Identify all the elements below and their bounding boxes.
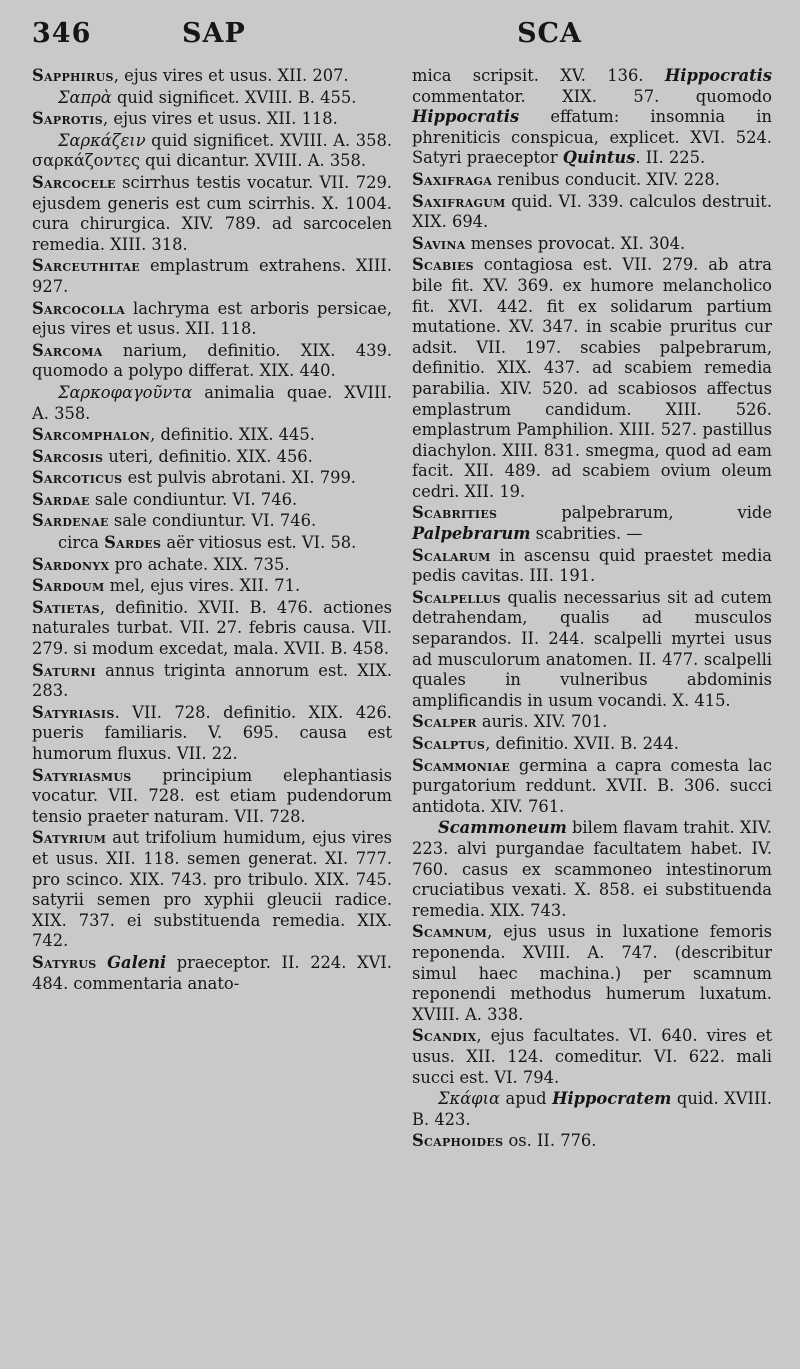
entry-greek-term: Σαρκάζειν	[58, 130, 146, 150]
entry-headword: Sarcosis	[32, 446, 104, 466]
entry-headword: Sardenae	[32, 511, 109, 531]
index-entry	[412, 712, 772, 733]
entry-text: pro achate. XIX. 735.	[109, 554, 290, 574]
entry-headword: Scammoniae	[412, 755, 511, 775]
entry-text: lachryma est arboris persicae, ejus vires et usus. XII. 118.	[32, 298, 392, 339]
entry-prefix: circa	[58, 533, 105, 553]
index-entry	[32, 598, 392, 660]
entry-text: annus triginta annorum est. XIX. 283.	[32, 660, 392, 701]
entry-italic-term: Hippocratem	[552, 1089, 672, 1109]
index-entry	[412, 734, 772, 755]
index-entry	[32, 88, 392, 109]
index-entry	[32, 383, 392, 424]
index-entry	[412, 192, 772, 233]
entry-headword: Sarcocele	[32, 172, 116, 192]
entry-text: quid significet. XVIII. A. 358. σαρκάζοντες qui dicantur. XVIII. A. 358.	[32, 130, 392, 171]
entry-text: aër vitiosus est. VI. 58.	[161, 533, 357, 553]
entry-text: germina a capra comesta lac purgatorium reddunt. XVII. B. 306. succi antidota. XIV. 761.	[412, 755, 772, 816]
entry-text: narium, definitio. XIX. 439. quomodo a polypo differat. XIX. 440.	[32, 340, 392, 381]
index-entry	[32, 109, 392, 130]
entry-text: in ascensu quid praestet media pedis cavitas. III. 191.	[412, 545, 772, 586]
entry-text: animalia quae. XVIII. A. 358.	[32, 382, 392, 423]
index-entry	[412, 1026, 772, 1088]
entry-headword: Scandix	[412, 1026, 477, 1046]
entry-headword: Sapphirus	[32, 66, 114, 85]
entry-text: scirrhus testis vocatur. VII. 729. ejusdem generis est cum scirrhis. X. 1004. cura chirurgica. XIV. 789. ad sarcocelen remedia. XIII. 318.	[32, 172, 392, 254]
entry-text: contagiosa est. VII. 279. ab atra bile fit. XV. 369. ex humore melancholico fit. XVI. 442. fit ex solidarum partium mutatione. XV. 347. in scabie pruritus cur adsit. VII. 197. scabies palpebrarum, definitio. XIX. 437. ad scabiem remedia parabilia. XIV. 520. ad scabiosos affectus emplastrum candidum. XIII. 526. emplastrum Pamphilion. XIII. 527. pastillus diachylon. XIII. 831. smegma, quod ad eam facit. XII. 489. ad scabiem ovium oleum cedri. XII. 19.	[412, 255, 772, 501]
right-column	[412, 66, 772, 1356]
entry-text: sale condiuntur. VI. 746.	[108, 511, 317, 531]
entry-headword: Scamnum	[412, 922, 488, 942]
index-entry	[32, 256, 392, 297]
left-running-head: SAP	[182, 18, 246, 49]
entry-headword: Satyriasmus	[32, 765, 132, 785]
entry-text: . VII. 728. definitio. XIX. 426. pueris familiaris. V. 695. causa est humorum fluxus. VII. 22.	[32, 702, 392, 763]
entry-greek-term: Σκάφια	[438, 1089, 500, 1109]
entry-text: emplastrum extrahens. XIII. 927.	[32, 256, 392, 296]
entry-italic-term: Galeni	[107, 952, 167, 972]
entry-text: os. II. 776.	[503, 1131, 597, 1151]
index-entry	[412, 170, 772, 191]
entry-text: , ejus vires et usus. XII. 207.	[113, 66, 349, 85]
entry-text: , definitio. XIX. 445.	[150, 425, 315, 445]
entry-headword: Satietas	[32, 597, 100, 617]
entry-text: mica scripsit. XV. 136.	[412, 66, 665, 85]
entry-text: , ejus vires et usus. XII. 118.	[102, 109, 338, 129]
index-entry	[32, 511, 392, 532]
entry-text: quid significet. XVIII. B. 455.	[111, 87, 357, 107]
index-entry	[32, 828, 392, 952]
entry-text: renibus conducit. XIV. 228.	[492, 169, 720, 189]
entry-headword: Scabrities	[412, 503, 498, 523]
index-columns	[32, 66, 772, 1356]
left-column	[32, 66, 392, 1356]
entry-text: bilem flavam trahit. XIV. 223. alvi purgandae facultatem habet. IV. 760. casus ex scammoneo intestinorum cruciatibus vexati. X. 858. ei substituenda remedia. XIX. 743.	[412, 818, 772, 920]
index-entry	[32, 131, 392, 172]
index-entry	[32, 703, 392, 765]
index-entry	[412, 234, 772, 255]
entry-text: est pulvis abrotani. XI. 799.	[122, 468, 356, 488]
entry-headword: Sarcomphalon	[32, 425, 151, 445]
index-entry	[412, 756, 772, 818]
entry-headword: Scabies	[412, 255, 474, 275]
entry-headword: Sarcoma	[32, 340, 103, 360]
index-entry	[412, 546, 772, 587]
entry-headword: Sarceuthitae	[32, 256, 140, 276]
page-number: 346	[32, 18, 92, 49]
entry-headword: Savina	[412, 233, 466, 253]
entry-text: menses provocat. XI. 304.	[465, 233, 686, 253]
entry-headword: Sardae	[32, 489, 90, 509]
index-entry	[412, 1131, 772, 1152]
entry-headword: Saprotis	[32, 109, 103, 129]
entry-text: commentator. XIX. 57. quomodo	[412, 86, 772, 106]
entry-text: . II. 225.	[635, 148, 706, 168]
entry-headword: Satyrium	[32, 828, 107, 848]
index-entry	[32, 953, 392, 994]
entry-headword: Sardes	[104, 533, 162, 553]
entry-headword: Scalptus	[412, 734, 486, 753]
entry-italic-term: Quintus	[562, 148, 636, 168]
index-entry	[32, 468, 392, 489]
entry-text: praeceptor. II. 224. XVI. 484. commentaria anato-	[32, 952, 392, 993]
entry-headword: Scalarum	[412, 545, 491, 565]
entry-text: effatum: insomnia in phreniticis conspicua, explicet. XVI. 524. Satyri praeceptor	[412, 107, 772, 168]
entry-text: scabrities. —	[530, 524, 643, 544]
entry-text: quid. VI. 339. calculos destruit. XIX. 694.	[412, 191, 772, 232]
entry-text: , ejus facultates. VI. 640. vires et usus. XII. 124. comeditur. VI. 622. mali succi est. VI. 794.	[412, 1026, 772, 1087]
index-entry	[32, 533, 392, 554]
entry-headword: Saturni	[32, 660, 96, 680]
entry-headword: Saxifraga	[412, 169, 493, 189]
entry-text: palpebrarum, vide	[497, 503, 772, 523]
running-header	[32, 18, 772, 66]
entry-headword: Scalper	[412, 712, 477, 732]
entry-headword: Scalpellus	[412, 587, 501, 607]
index-entry	[412, 922, 772, 1025]
entry-text: uteri, definitio. XIX. 456.	[103, 446, 313, 466]
index-entry	[32, 173, 392, 255]
index-entry	[412, 818, 772, 921]
entry-headword: Sarcocolla	[32, 298, 126, 318]
index-entry	[412, 588, 772, 712]
entry-text: , ejus usus in luxatione femoris reponenda. XVIII. A. 747. (describitur simul haec machina.) per scamnum reponendi methodus humerum luxatum. XVIII. A. 338.	[412, 922, 772, 1024]
entry-text: , definitio. XVII. B. 244.	[485, 734, 679, 753]
entry-headword: Satyrus	[32, 952, 97, 972]
entry-headword: Satyriasis	[32, 702, 115, 722]
entry-text: apud	[499, 1089, 553, 1109]
entry-text: , definitio. XVII. B. 476. actiones naturales turbat. VII. 27. febris causa. VII. 279. si modum excedat, mala. XVII. B. 458.	[32, 597, 392, 659]
entry-headword: Sarcoticus	[32, 468, 123, 488]
entry-text: aut trifolium humidum, ejus vires et usus. XII. 118. semen generat. XI. 777. pro scinco. XIX. 743. pro tribulo. XIX. 745. satyrii semen pro xyphii gleucii radice. XIX. 737. ei substituenda remedia. XIX. 742.	[32, 828, 392, 951]
entry-text: qualis necessarius sit ad cutem detrahendam, qualis ad musculos separandos. II. 244. scalpelli myrtei usus ad musculorum anatomen. II. 477. scalpelli quales in vulneribus abdominis amplificandis in usum vocandi. X. 415.	[412, 587, 772, 710]
entry-text: auris. XIV. 701.	[476, 712, 608, 732]
entry-italic-term: Hippocratis	[664, 66, 772, 85]
index-entry	[32, 425, 392, 446]
entry-text: sale condiuntur. VI. 746.	[89, 489, 298, 509]
entry-text: principium elephantiasis vocatur. VII. 728. est etiam pudendorum tensio praeter naturam. VII. 728.	[32, 765, 392, 826]
entry-headword: Scaphoides	[412, 1131, 504, 1151]
entry-italic-term: Hippocratis	[412, 107, 520, 127]
index-entry	[32, 299, 392, 340]
index-entry	[412, 255, 772, 502]
entry-italic-term: Scammoneum	[438, 818, 567, 838]
index-entry	[412, 503, 772, 544]
index-entry	[32, 341, 392, 382]
index-entry	[32, 766, 392, 828]
entry-greek-term: Σαρκοφαγοῦντα	[58, 382, 193, 402]
right-running-head: SCA	[517, 18, 582, 49]
index-entry	[32, 490, 392, 511]
entry-greek-term: Σαπρὰ	[58, 87, 112, 107]
index-entry	[32, 66, 392, 87]
index-entry	[32, 555, 392, 576]
entry-italic-term: Palpebrarum	[412, 524, 531, 544]
entry-text: mel, ejus vires. XII. 71.	[104, 576, 301, 596]
index-entry	[32, 447, 392, 468]
entry-text: quid. XVIII. B. 423.	[412, 1089, 772, 1129]
index-entry	[412, 1089, 772, 1130]
index-entry	[32, 576, 392, 597]
index-entry	[32, 661, 392, 702]
entry-headword: Saxifragum	[412, 191, 506, 211]
entry-headword: Sardoum	[32, 576, 105, 596]
index-entry	[412, 66, 772, 169]
entry-headword: Sardonyx	[32, 554, 110, 574]
